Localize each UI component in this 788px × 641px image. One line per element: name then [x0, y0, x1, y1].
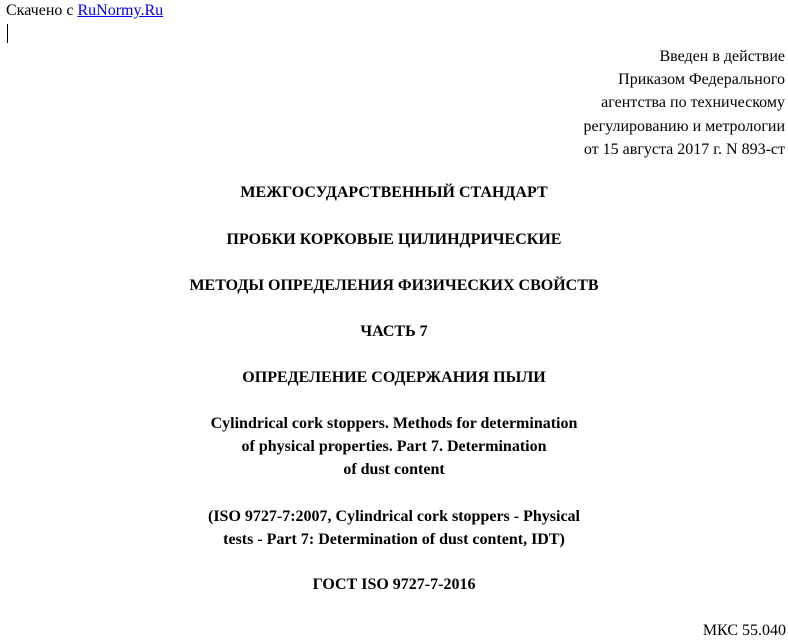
enactment-line: агентства по техническому — [601, 94, 785, 112]
enactment-line: от 15 августа 2017 г. N 893-ст — [583, 140, 785, 158]
subject-heading — [0, 228, 788, 251]
download-source-line — [6, 0, 163, 22]
methods-heading — [0, 274, 788, 297]
english-title-line: Cylindrical cork stoppers. Methods for determination — [210, 415, 578, 432]
enactment-line: Введен в действие — [659, 48, 785, 65]
runormy-link[interactable]: RuNormy.Ru — [77, 2, 164, 19]
designation-heading — [0, 573, 788, 596]
part-heading — [0, 320, 788, 343]
classification-code: МКС 55.040 — [702, 622, 786, 639]
english-title-block — [0, 412, 788, 481]
subject-text: ПРОБКИ КОРКОВЫЕ ЦИЛИНДРИЧЕСКИЕ — [226, 231, 562, 248]
enactment-line: Приказом Федерального — [618, 71, 785, 89]
standard-type-text: МЕЖГОСУДАРСТВЕННЫЙ СТАНДАРТ — [240, 184, 548, 201]
methods-text: МЕТОДЫ ОПРЕДЕЛЕНИЯ ФИЗИЧЕСКИХ СВОЙСТВ — [189, 277, 599, 294]
download-source-prefix: Скачено с — [6, 2, 74, 19]
part-text: ЧАСТЬ 7 — [360, 323, 428, 340]
enactment-block — [584, 45, 785, 161]
part-title-heading — [0, 366, 788, 389]
text-cursor — [7, 24, 8, 43]
english-title-line: of physical properties. Part 7. Determination — [241, 438, 547, 455]
standard-type-heading — [0, 181, 788, 204]
iso-reference-line: (ISO 9727-7:2007, Cylindrical cork stoppers - Physical — [208, 508, 580, 525]
iso-reference-line: tests - Part 7: Determination of dust content, IDT) — [223, 531, 565, 548]
designation-text: ГОСТ ISO 9727-7-2016 — [312, 576, 476, 593]
enactment-line: регулированию и метрологии — [583, 117, 785, 135]
english-title-line: of dust content — [343, 461, 445, 478]
part-title-text: ОПРЕДЕЛЕНИЕ СОДЕРЖАНИЯ ПЫЛИ — [242, 369, 546, 386]
iso-reference-block — [0, 505, 788, 551]
